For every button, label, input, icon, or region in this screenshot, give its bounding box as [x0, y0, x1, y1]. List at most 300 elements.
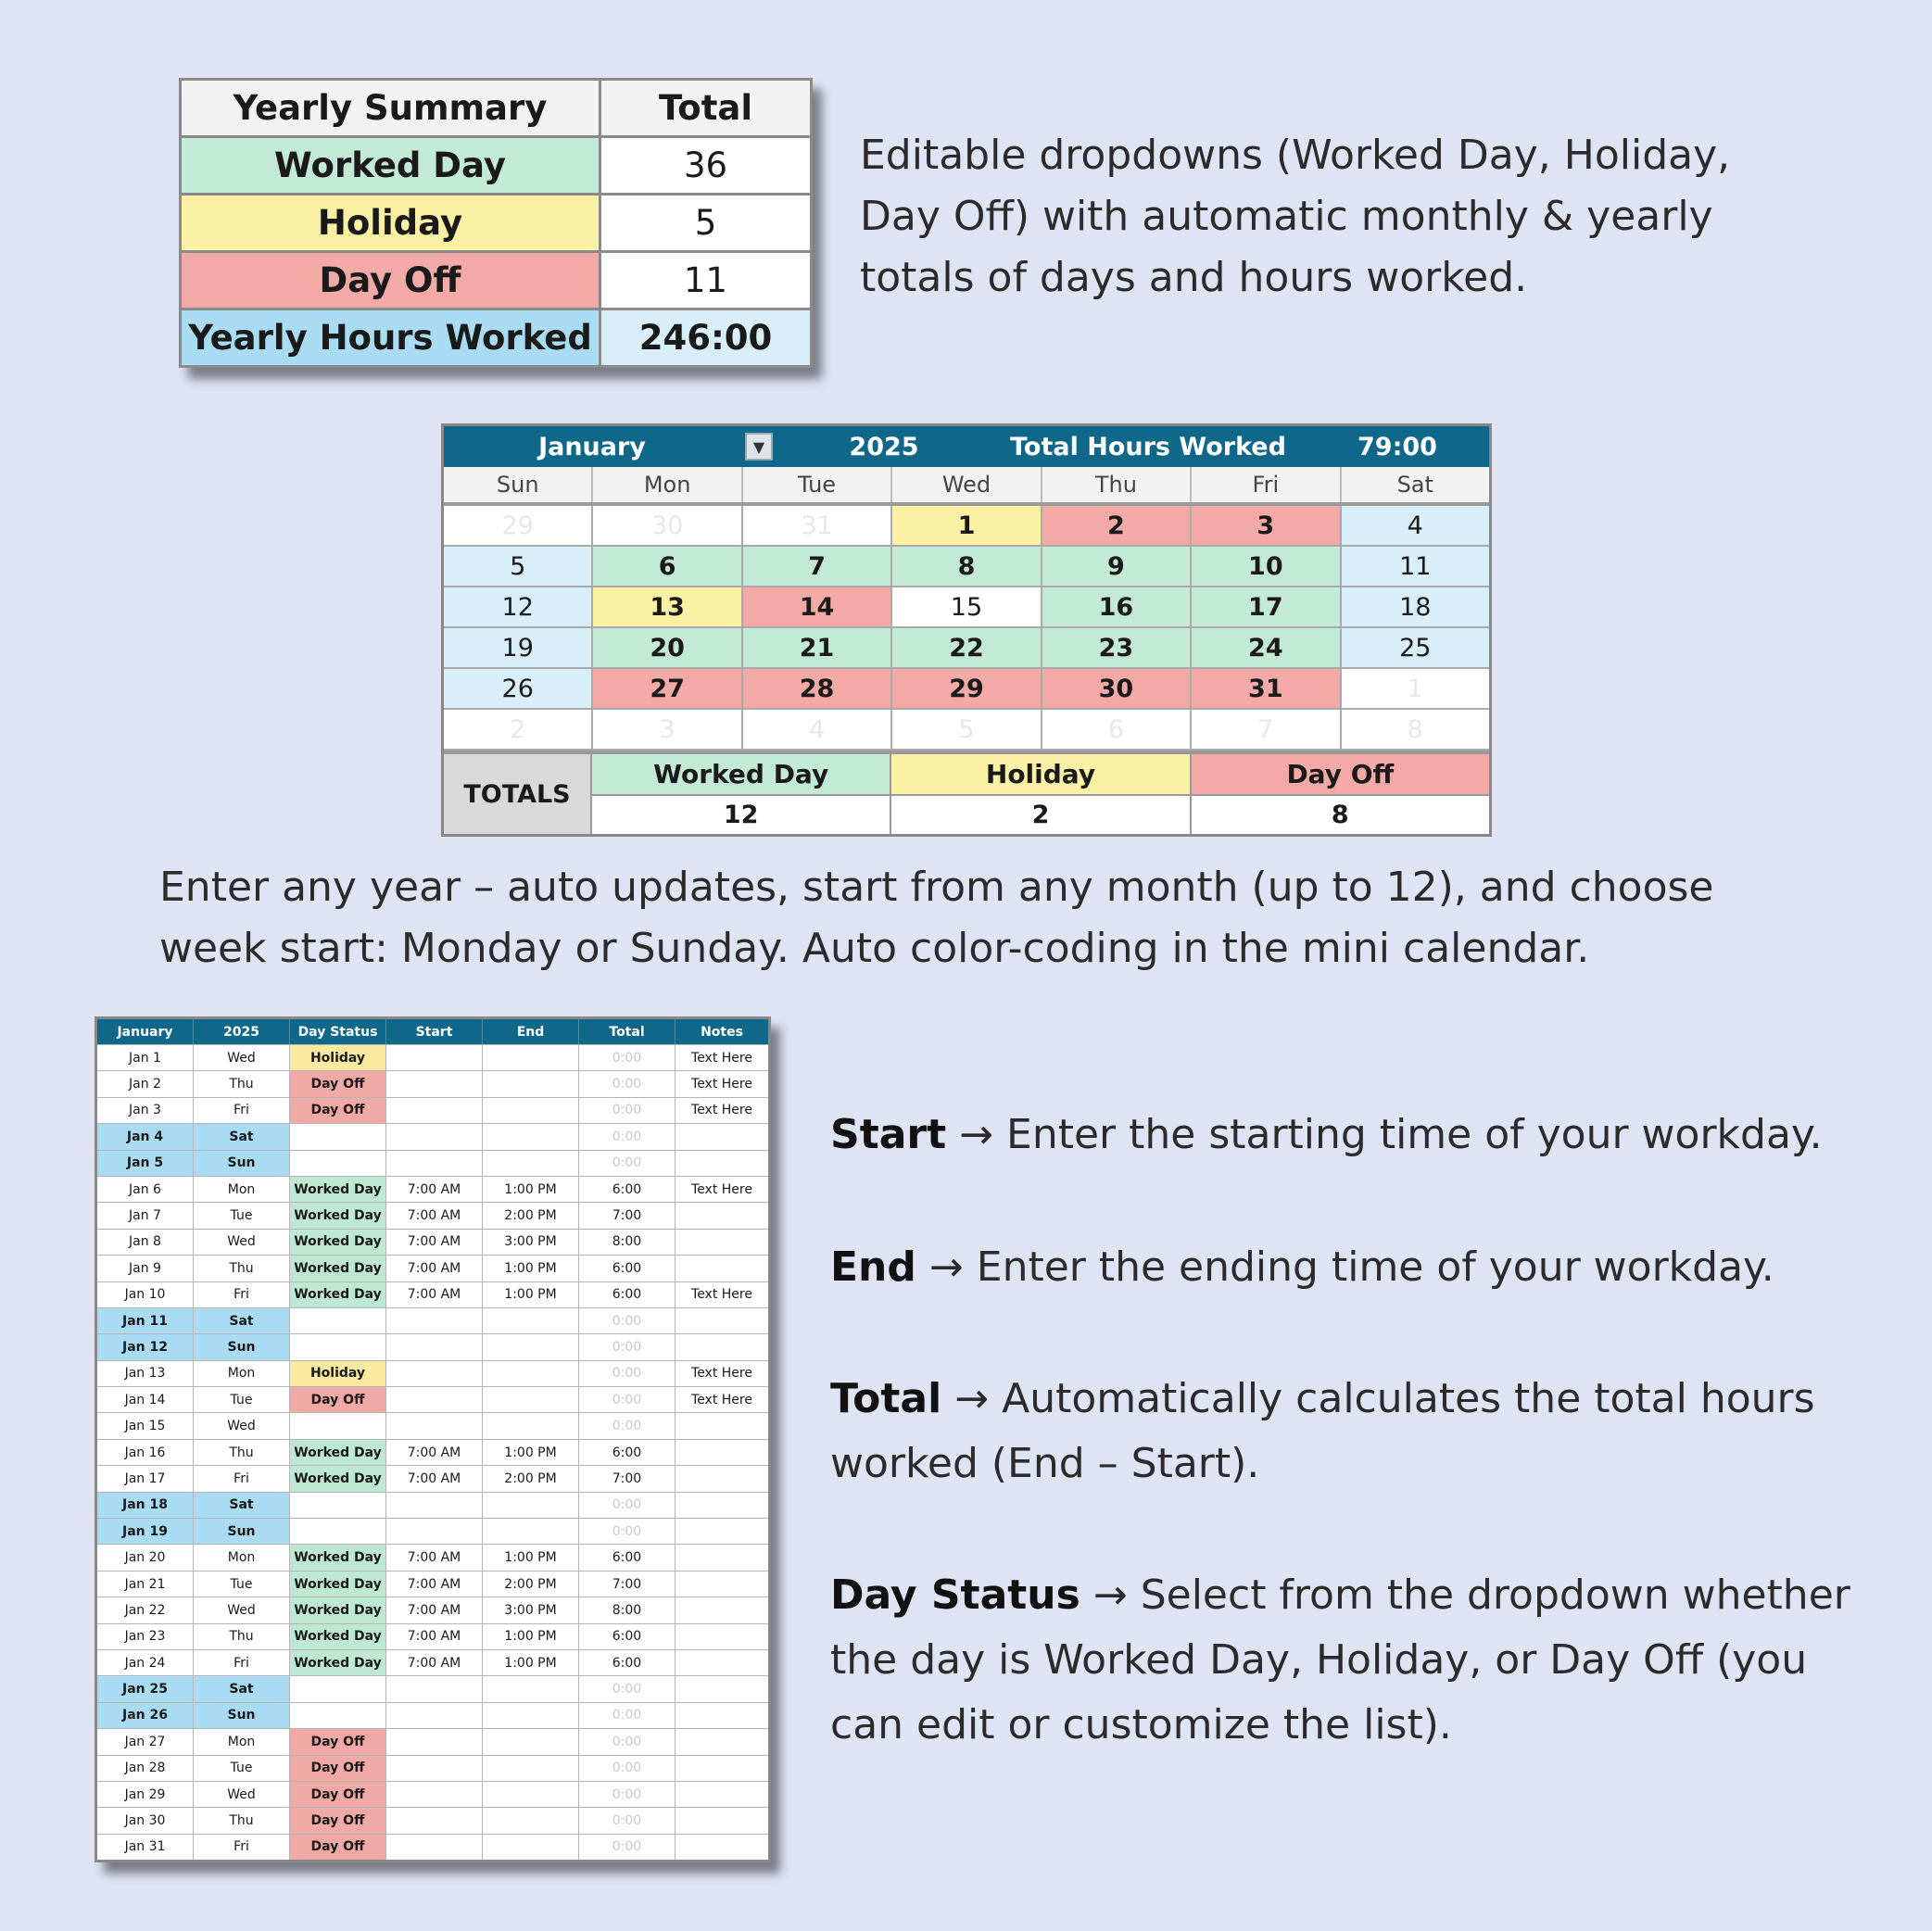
- day-status-dropdown[interactable]: Worked Day: [290, 1545, 386, 1570]
- table-row: [97, 1070, 768, 1096]
- day-status-dropdown[interactable]: [290, 1308, 386, 1333]
- log-total: 6:00: [579, 1650, 676, 1675]
- start-time-input[interactable]: [386, 1703, 483, 1728]
- notes-input[interactable]: Text Here: [691, 1392, 752, 1407]
- log-total: 6:00: [579, 1440, 676, 1465]
- calendar-year[interactable]: 2025: [849, 432, 919, 461]
- end-time-input[interactable]: [483, 1782, 579, 1807]
- log-total: 0:00: [579, 1124, 676, 1149]
- start-time-input[interactable]: 7:00 AM: [386, 1597, 483, 1622]
- start-time-input[interactable]: [386, 1151, 483, 1176]
- table-row: [97, 1623, 768, 1649]
- description-dropdowns: [860, 125, 1730, 309]
- log-weekday: Fri: [194, 1098, 290, 1123]
- table-row: [97, 1492, 768, 1518]
- notes-input[interactable]: [676, 1124, 768, 1149]
- day-status-dropdown[interactable]: Day Off: [290, 1729, 386, 1754]
- calendar-day-cell: 5: [892, 710, 1042, 749]
- start-time-input[interactable]: 7:00 AM: [386, 1624, 483, 1649]
- calendar-week-row: [444, 710, 1489, 751]
- day-status-dropdown[interactable]: [290, 1124, 386, 1149]
- description-line: Day Off) with automatic monthly & yearly: [860, 193, 1713, 240]
- totals-dayoff-label: Day Off: [1192, 754, 1489, 796]
- end-time-input[interactable]: 3:00 PM: [483, 1597, 579, 1622]
- start-time-input[interactable]: 7:00 AM: [386, 1256, 483, 1281]
- log-weekday: Fri: [194, 1466, 290, 1491]
- log-weekday: Sun: [194, 1703, 290, 1728]
- weekday-label: Tue: [743, 467, 892, 502]
- table-row: [97, 1597, 768, 1622]
- explain-text: Enter the ending time of your workday.: [976, 1243, 1774, 1291]
- log-date: Jan 26: [97, 1703, 194, 1728]
- log-total: 6:00: [579, 1256, 676, 1281]
- end-time-input[interactable]: [483, 1387, 579, 1412]
- log-total: 0:00: [579, 1808, 676, 1833]
- end-time-input[interactable]: [483, 1151, 579, 1176]
- log-weekday: Wed: [194, 1597, 290, 1622]
- weekday-label: Mon: [593, 467, 742, 502]
- log-date: Jan 30: [97, 1808, 194, 1833]
- table-row: [97, 1755, 768, 1781]
- day-status-dropdown[interactable]: Day Off: [290, 1808, 386, 1833]
- table-row: [97, 1649, 768, 1675]
- day-status-dropdown[interactable]: Worked Day: [290, 1466, 386, 1491]
- summary-row-holiday: [181, 195, 812, 252]
- totals-worked-label: Worked Day: [592, 754, 890, 796]
- end-time-input[interactable]: [483, 1676, 579, 1701]
- log-weekday: Mon: [194, 1177, 290, 1202]
- end-time-input[interactable]: [483, 1413, 579, 1438]
- start-time-input[interactable]: 7:00 AM: [386, 1571, 483, 1597]
- start-time-input[interactable]: [386, 1334, 483, 1359]
- start-time-input[interactable]: [386, 1413, 483, 1438]
- log-weekday: Sun: [194, 1151, 290, 1176]
- log-date: Jan 16: [97, 1440, 194, 1465]
- log-weekday: Mon: [194, 1361, 290, 1386]
- table-row: [97, 1807, 768, 1833]
- log-weekday: Sun: [194, 1334, 290, 1359]
- summary-label: Day Off: [181, 252, 600, 309]
- description-line: week start: Monday or Sunday. Auto color-coding in the mini calendar.: [159, 925, 1590, 972]
- weekday-header: [444, 467, 1489, 506]
- log-total: 6:00: [579, 1177, 676, 1202]
- day-status-dropdown[interactable]: Day Off: [290, 1782, 386, 1807]
- log-weekday: Mon: [194, 1729, 290, 1754]
- table-row: [97, 1360, 768, 1386]
- calendar-day-cell: 3: [1192, 506, 1341, 545]
- calendar-day-cell: 31: [743, 506, 892, 545]
- calendar-week-row: [444, 587, 1489, 628]
- day-status-dropdown[interactable]: Worked Day: [290, 1650, 386, 1675]
- start-time-input[interactable]: [386, 1493, 483, 1518]
- log-weekday: Sun: [194, 1519, 290, 1544]
- end-time-input[interactable]: [483, 1045, 579, 1070]
- notes-input[interactable]: [676, 1676, 768, 1701]
- end-time-input[interactable]: [483, 1098, 579, 1123]
- log-total: 6:00: [579, 1624, 676, 1649]
- log-header-total: Total: [579, 1019, 676, 1044]
- calendar-day-cell: 26: [444, 669, 593, 708]
- log-total: 7:00: [579, 1203, 676, 1228]
- log-total: 0:00: [579, 1519, 676, 1544]
- log-total: 0:00: [579, 1308, 676, 1333]
- start-time-input[interactable]: 7:00 AM: [386, 1177, 483, 1202]
- notes-input[interactable]: [676, 1519, 768, 1544]
- calendar-day-cell: 10: [1192, 547, 1341, 586]
- notes-input[interactable]: [676, 1703, 768, 1728]
- log-header-year: 2025: [194, 1019, 290, 1044]
- log-date: Jan 15: [97, 1413, 194, 1438]
- day-status-dropdown[interactable]: Day Off: [290, 1098, 386, 1123]
- start-time-input[interactable]: [386, 1124, 483, 1149]
- calendar-day-cell: 16: [1042, 587, 1192, 626]
- calendar-day-cell: 29: [444, 506, 593, 545]
- start-time-input[interactable]: 7:00 AM: [386, 1545, 483, 1570]
- notes-input[interactable]: [676, 1308, 768, 1333]
- log-total: 8:00: [579, 1597, 676, 1622]
- weekday-label: Sat: [1342, 467, 1489, 502]
- notes-input[interactable]: [676, 1571, 768, 1597]
- notes-input[interactable]: [676, 1203, 768, 1228]
- log-total: 0:00: [579, 1756, 676, 1781]
- calendar-week-row: [444, 669, 1489, 710]
- start-time-input[interactable]: [386, 1071, 483, 1096]
- log-date: Jan 28: [97, 1756, 194, 1781]
- day-status-dropdown[interactable]: Worked Day: [290, 1440, 386, 1465]
- calendar-day-cell: 8: [892, 547, 1042, 586]
- day-status-dropdown[interactable]: Day Off: [290, 1835, 386, 1860]
- start-time-input[interactable]: 7:00 AM: [386, 1203, 483, 1228]
- log-date: Jan 25: [97, 1676, 194, 1701]
- explain-term: Total: [830, 1375, 942, 1422]
- end-time-input[interactable]: 1:00 PM: [483, 1177, 579, 1202]
- notes-input[interactable]: [676, 1466, 768, 1491]
- day-status-dropdown[interactable]: Worked Day: [290, 1230, 386, 1255]
- notes-input[interactable]: [676, 1597, 768, 1622]
- day-status-dropdown[interactable]: Worked Day: [290, 1256, 386, 1281]
- arrow-icon: →: [959, 1111, 994, 1158]
- log-date: Jan 5: [97, 1151, 194, 1176]
- table-row: [97, 1702, 768, 1728]
- summary-value: 36: [600, 137, 812, 195]
- end-time-input[interactable]: 2:00 PM: [483, 1203, 579, 1228]
- end-time-input[interactable]: [483, 1703, 579, 1728]
- calendar-day-cell: 28: [743, 669, 892, 708]
- table-row: [97, 1150, 768, 1176]
- calendar-day-cell: 14: [743, 587, 892, 626]
- log-date: Jan 21: [97, 1571, 194, 1597]
- log-date: Jan 20: [97, 1545, 194, 1570]
- log-date: Jan 3: [97, 1098, 194, 1123]
- log-total: 0:00: [579, 1151, 676, 1176]
- day-status-dropdown[interactable]: Day Off: [290, 1387, 386, 1412]
- end-time-input[interactable]: [483, 1361, 579, 1386]
- day-status-dropdown[interactable]: [290, 1334, 386, 1359]
- log-date: Jan 9: [97, 1256, 194, 1281]
- calendar-month[interactable]: January: [538, 432, 646, 461]
- calendar-day-cell: 7: [1192, 710, 1341, 749]
- start-time-input[interactable]: [386, 1098, 483, 1123]
- end-time-input[interactable]: [483, 1808, 579, 1833]
- table-row: [97, 1044, 768, 1070]
- notes-input[interactable]: Text Here: [691, 1103, 752, 1118]
- notes-input[interactable]: [676, 1624, 768, 1649]
- totals-worked: [592, 754, 891, 834]
- end-time-input[interactable]: 1:00 PM: [483, 1624, 579, 1649]
- day-status-dropdown[interactable]: [290, 1151, 386, 1176]
- day-status-dropdown[interactable]: Worked Day: [290, 1203, 386, 1228]
- log-total: 0:00: [579, 1387, 676, 1412]
- log-total: 0:00: [579, 1493, 676, 1518]
- day-status-dropdown[interactable]: Day Off: [290, 1071, 386, 1096]
- day-status-dropdown[interactable]: Worked Day: [290, 1597, 386, 1622]
- month-dropdown-button[interactable]: [740, 426, 777, 467]
- explain-term: Day Status: [830, 1571, 1080, 1619]
- end-time-input[interactable]: 2:00 PM: [483, 1571, 579, 1597]
- log-date: Jan 1: [97, 1045, 194, 1070]
- start-time-input[interactable]: [386, 1676, 483, 1701]
- end-time-input[interactable]: 1:00 PM: [483, 1256, 579, 1281]
- calendar-day-cell: 21: [743, 628, 892, 667]
- arrow-icon: →: [1092, 1571, 1128, 1619]
- log-weekday: Tue: [194, 1756, 290, 1781]
- log-total: 0:00: [579, 1413, 676, 1438]
- end-time-input[interactable]: [483, 1124, 579, 1149]
- notes-input[interactable]: [676, 1808, 768, 1833]
- start-time-input[interactable]: [386, 1782, 483, 1807]
- calendar-day-cell: 6: [1042, 710, 1192, 749]
- arrow-icon: →: [954, 1375, 990, 1422]
- notes-input[interactable]: [676, 1413, 768, 1438]
- log-date: Jan 29: [97, 1782, 194, 1807]
- log-weekday: Wed: [194, 1230, 290, 1255]
- day-status-dropdown[interactable]: Holiday: [290, 1361, 386, 1386]
- table-row: [97, 1307, 768, 1333]
- log-weekday: Sat: [194, 1493, 290, 1518]
- end-time-input[interactable]: 1:00 PM: [483, 1282, 579, 1307]
- explain-start: [830, 1103, 1877, 1167]
- notes-input[interactable]: [676, 1334, 768, 1359]
- summary-header-row: [181, 80, 812, 137]
- calendar-day-cell: 7: [743, 547, 892, 586]
- weekday-label: Wed: [892, 467, 1042, 502]
- log-header-day-status: Day Status: [290, 1019, 386, 1044]
- log-total: 0:00: [579, 1782, 676, 1807]
- log-date: Jan 4: [97, 1124, 194, 1149]
- calendar-day-cell: 17: [1192, 587, 1341, 626]
- weekday-label: Thu: [1042, 467, 1192, 502]
- explain-text: Enter the starting time of your workday.: [1006, 1111, 1823, 1158]
- weekday-label: Sun: [444, 467, 593, 502]
- notes-input[interactable]: [676, 1782, 768, 1807]
- log-total: 6:00: [579, 1282, 676, 1307]
- mini-calendar: [441, 423, 1492, 837]
- start-time-input[interactable]: [386, 1756, 483, 1781]
- log-total: 0:00: [579, 1729, 676, 1754]
- summary-value: 11: [600, 252, 812, 309]
- log-total: 0:00: [579, 1703, 676, 1728]
- summary-label: Worked Day: [181, 137, 600, 195]
- table-row: [97, 1544, 768, 1570]
- end-time-input[interactable]: [483, 1729, 579, 1754]
- end-time-input[interactable]: 1:00 PM: [483, 1440, 579, 1465]
- calendar-day-cell: 22: [892, 628, 1042, 667]
- day-status-dropdown[interactable]: Worked Day: [290, 1282, 386, 1307]
- log-weekday: Thu: [194, 1624, 290, 1649]
- day-status-dropdown[interactable]: Day Off: [290, 1756, 386, 1781]
- log-total: 6:00: [579, 1545, 676, 1570]
- calendar-day-cell: 4: [743, 710, 892, 749]
- day-status-dropdown[interactable]: [290, 1519, 386, 1544]
- notes-input[interactable]: Text Here: [691, 1366, 752, 1382]
- day-status-dropdown[interactable]: Worked Day: [290, 1571, 386, 1597]
- notes-input[interactable]: Text Here: [691, 1181, 752, 1197]
- end-time-input[interactable]: [483, 1334, 579, 1359]
- log-header-start: Start: [386, 1019, 483, 1044]
- log-date: Jan 17: [97, 1466, 194, 1491]
- log-weekday: Wed: [194, 1782, 290, 1807]
- totals-dayoff: [1192, 754, 1489, 834]
- notes-input[interactable]: [676, 1756, 768, 1781]
- calendar-day-cell: 6: [593, 547, 742, 586]
- summary-row-dayoff: [181, 252, 812, 309]
- start-time-input[interactable]: [386, 1519, 483, 1544]
- log-header-notes: Notes: [701, 1024, 743, 1040]
- log-total: 7:00: [579, 1466, 676, 1491]
- log-header-end: End: [483, 1019, 579, 1044]
- start-time-input[interactable]: [386, 1045, 483, 1070]
- notes-input[interactable]: [676, 1493, 768, 1518]
- start-time-input[interactable]: 7:00 AM: [386, 1282, 483, 1307]
- end-time-input[interactable]: [483, 1519, 579, 1544]
- explain-day-status: [830, 1563, 1877, 1758]
- start-time-input[interactable]: 7:00 AM: [386, 1466, 483, 1491]
- calendar-day-cell: 24: [1192, 628, 1341, 667]
- end-time-input[interactable]: 2:00 PM: [483, 1466, 579, 1491]
- log-total: 0:00: [579, 1045, 676, 1070]
- notes-input[interactable]: Text Here: [691, 1287, 752, 1303]
- end-time-input[interactable]: [483, 1308, 579, 1333]
- log-total: 0:00: [579, 1098, 676, 1123]
- notes-input[interactable]: [676, 1729, 768, 1754]
- explain-term: End: [830, 1243, 916, 1291]
- summary-header-label: Yearly Summary: [181, 80, 600, 137]
- log-weekday: Fri: [194, 1282, 290, 1307]
- calendar-day-cell: 1: [892, 506, 1042, 545]
- daily-log-table: [95, 1016, 771, 1862]
- day-status-dropdown[interactable]: [290, 1676, 386, 1701]
- description-calendar: [159, 857, 1713, 979]
- totals-holiday-label: Holiday: [891, 754, 1189, 796]
- calendar-day-cell: 5: [444, 547, 593, 586]
- totals-dayoff-value: 8: [1192, 796, 1489, 834]
- start-time-input[interactable]: [386, 1729, 483, 1754]
- start-time-input[interactable]: [386, 1308, 483, 1333]
- log-total: 0:00: [579, 1361, 676, 1386]
- notes-input[interactable]: [676, 1545, 768, 1570]
- end-time-input[interactable]: [483, 1071, 579, 1096]
- calendar-day-cell: 2: [1042, 506, 1192, 545]
- start-time-input[interactable]: [386, 1808, 483, 1833]
- log-weekday: Sat: [194, 1308, 290, 1333]
- log-total: 0:00: [579, 1334, 676, 1359]
- summary-row-hours: [181, 309, 812, 367]
- end-time-input[interactable]: 1:00 PM: [483, 1545, 579, 1570]
- end-time-input[interactable]: [483, 1756, 579, 1781]
- notes-input[interactable]: [676, 1230, 768, 1255]
- description-line: Enter any year – auto updates, start from any month (up to 12), and choose: [159, 864, 1714, 911]
- table-row: [97, 1781, 768, 1807]
- totals-holiday-value: 2: [891, 796, 1189, 834]
- notes-input[interactable]: [676, 1835, 768, 1860]
- calendar-day-cell: 31: [1192, 669, 1341, 708]
- table-row: [97, 1518, 768, 1544]
- log-header-month: January: [97, 1019, 194, 1044]
- table-row: [97, 1229, 768, 1255]
- start-time-input[interactable]: [386, 1835, 483, 1860]
- table-row: [97, 1675, 768, 1701]
- calendar-header: [444, 426, 1489, 467]
- notes-input[interactable]: [676, 1440, 768, 1465]
- day-status-dropdown[interactable]: [290, 1413, 386, 1438]
- total-hours-value: 79:00: [1357, 432, 1437, 461]
- log-weekday: Fri: [194, 1650, 290, 1675]
- start-time-input[interactable]: 7:00 AM: [386, 1230, 483, 1255]
- log-date: Jan 12: [97, 1334, 194, 1359]
- day-status-dropdown[interactable]: Holiday: [290, 1045, 386, 1070]
- log-weekday: Thu: [194, 1440, 290, 1465]
- day-status-dropdown[interactable]: Worked Day: [290, 1624, 386, 1649]
- day-status-dropdown[interactable]: [290, 1493, 386, 1518]
- end-time-input[interactable]: [483, 1493, 579, 1518]
- end-time-input[interactable]: 3:00 PM: [483, 1230, 579, 1255]
- log-weekday: Wed: [194, 1045, 290, 1070]
- explain-text: Automatically calculates the total hours worked (End – Start).: [830, 1375, 1815, 1487]
- table-row: [97, 1386, 768, 1412]
- weekday-label: Fri: [1192, 467, 1341, 502]
- log-date: Jan 11: [97, 1308, 194, 1333]
- start-time-input[interactable]: 7:00 AM: [386, 1440, 483, 1465]
- totals-label: TOTALS: [444, 754, 592, 834]
- notes-input[interactable]: [676, 1151, 768, 1176]
- log-weekday: Fri: [194, 1835, 290, 1860]
- notes-input[interactable]: [676, 1650, 768, 1675]
- calendar-day-cell: 4: [1342, 506, 1489, 545]
- end-time-input[interactable]: [483, 1835, 579, 1860]
- start-time-input[interactable]: [386, 1387, 483, 1412]
- calendar-grid: [444, 506, 1489, 751]
- notes-input[interactable]: [676, 1256, 768, 1281]
- log-date: Jan 19: [97, 1519, 194, 1544]
- calendar-day-cell: 27: [593, 669, 742, 708]
- summary-header-total: Total: [600, 80, 812, 137]
- day-status-dropdown[interactable]: [290, 1703, 386, 1728]
- start-time-input[interactable]: [386, 1361, 483, 1386]
- log-weekday: Thu: [194, 1256, 290, 1281]
- end-time-input[interactable]: 1:00 PM: [483, 1650, 579, 1675]
- start-time-input[interactable]: 7:00 AM: [386, 1650, 483, 1675]
- day-status-dropdown[interactable]: Worked Day: [290, 1177, 386, 1202]
- calendar-day-cell: 19: [444, 628, 593, 667]
- notes-input[interactable]: Text Here: [691, 1050, 752, 1066]
- explain-end: [830, 1235, 1877, 1300]
- table-row: [97, 1465, 768, 1491]
- log-total: 0:00: [579, 1676, 676, 1701]
- table-row: [97, 1176, 768, 1202]
- calendar-day-cell: 3: [593, 710, 742, 749]
- notes-input[interactable]: Text Here: [691, 1077, 752, 1092]
- calendar-day-cell: 23: [1042, 628, 1192, 667]
